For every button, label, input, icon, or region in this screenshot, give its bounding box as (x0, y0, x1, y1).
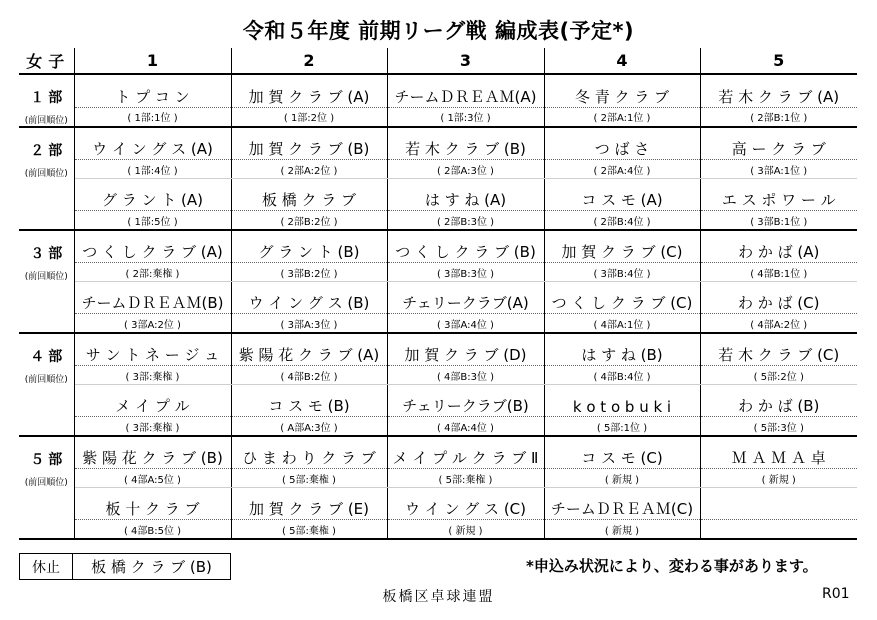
header-column-1: 1 (74, 48, 231, 74)
team-row (19, 179, 857, 211)
previous-rank-cell: ( 3部A:3位 ) (231, 314, 387, 334)
team-name-cell: メ イ プ ル ク ラ ブ Ⅱ (387, 436, 544, 469)
previous-rank-cell: ( 1部:2位 ) (231, 107, 387, 127)
previous-rank-cell: ( 5部:1位 ) (544, 417, 700, 437)
previous-rank-cell: ( 4部B:2位 ) (231, 366, 387, 385)
team-name-cell: グ ラ ン ト (A) (74, 179, 231, 211)
team-name-cell: チームＤＲＥＡＭ(A) (387, 74, 544, 107)
team-name-cell: チームＤＲＥＡＭ(C) (544, 488, 700, 520)
division-name: ５部 (30, 452, 67, 468)
previous-rank-row (19, 469, 857, 488)
previous-rank-cell: ( 5部:棄権 ) (231, 469, 387, 488)
division-subtitle: (前回順位) (24, 272, 68, 282)
team-name-cell: 紫 陽 花 ク ラ ブ (A) (231, 333, 387, 366)
team-row (19, 436, 857, 469)
division-subtitle: (前回順位) (24, 116, 68, 126)
team-name-cell: 高 ー ク ラ ブ (700, 127, 857, 160)
previous-rank-row (19, 520, 857, 540)
team-row (19, 333, 857, 366)
previous-rank-cell: ( 新規 ) (700, 469, 857, 488)
header-corner: 女子 (19, 48, 74, 74)
note-text: *申込み状況により、変わる事があります。 (526, 557, 818, 575)
team-name-cell: 板 十 ク ラ ブ (74, 488, 231, 520)
previous-rank-cell: ( 3部B:1位 ) (700, 211, 857, 231)
previous-rank-cell: ( 4部B:4位 ) (544, 366, 700, 385)
header-column-4: 4 (544, 48, 700, 74)
previous-rank-cell: ( A部A:3位 ) (231, 417, 387, 437)
team-row (19, 74, 857, 107)
previous-rank-cell: ( 2部B:1位 ) (700, 107, 857, 127)
previous-rank-cell (700, 520, 857, 540)
team-name-cell: グ ラ ン ト (B) (231, 230, 387, 263)
rest-box (19, 553, 231, 580)
division-subtitle: (前回順位) (24, 169, 68, 179)
previous-rank-row (19, 417, 857, 437)
team-name-cell: ウ イ ン グ ス (A) (74, 127, 231, 160)
header-column-3: 3 (387, 48, 544, 74)
division-label (19, 230, 74, 333)
team-name-cell: わ か ば (A) (700, 230, 857, 263)
team-name-cell: 加 賀 ク ラ ブ (A) (231, 74, 387, 107)
previous-rank-cell: ( 5部:棄権 ) (231, 520, 387, 540)
team-name-cell: 加 賀 ク ラ ブ (C) (544, 230, 700, 263)
league-table (19, 48, 857, 540)
previous-rank-cell: ( 3部B:3位 ) (387, 263, 544, 282)
previous-rank-cell: ( 新規 ) (544, 469, 700, 488)
previous-rank-cell: ( 新規 ) (387, 520, 544, 540)
team-name-cell: チェリークラブ(B) (387, 385, 544, 417)
team-name-cell: コ ス モ (C) (544, 436, 700, 469)
team-name-cell: コ ス モ (A) (544, 179, 700, 211)
document-code: R01 (822, 586, 850, 602)
previous-rank-cell: ( 2部:棄権 ) (74, 263, 231, 282)
team-row (19, 488, 857, 520)
team-name-cell: コ ス モ (B) (231, 385, 387, 417)
team-name-cell: 若 木 ク ラ ブ (C) (700, 333, 857, 366)
league-body (19, 74, 857, 539)
previous-rank-cell: ( 2部B:3位 ) (387, 211, 544, 231)
team-name-cell (700, 488, 857, 520)
team-name-cell: 加 賀 ク ラ ブ (E) (231, 488, 387, 520)
previous-rank-cell: ( 5部:棄権 ) (387, 469, 544, 488)
team-name-cell: わ か ば (C) (700, 282, 857, 314)
previous-rank-cell: ( 4部A:1位 ) (544, 314, 700, 334)
previous-rank-cell: ( 5部:2位 ) (700, 366, 857, 385)
previous-rank-cell: ( 4部A:2位 ) (700, 314, 857, 334)
previous-rank-cell: ( 4部A:5位 ) (74, 469, 231, 488)
team-name-cell: ト プ コ ン (74, 74, 231, 107)
division-label (19, 127, 74, 230)
previous-rank-cell: ( 1部:5位 ) (74, 211, 231, 231)
previous-rank-row (19, 211, 857, 231)
division-label (19, 74, 74, 127)
team-name-cell: は す ね (A) (387, 179, 544, 211)
rest-team: 板 橋 ク ラ ブ (B) (91, 558, 212, 576)
previous-rank-row (19, 107, 857, 127)
previous-rank-cell: ( 4部B:5位 ) (74, 520, 231, 540)
previous-rank-cell: ( 3部:棄権 ) (74, 417, 231, 437)
team-name-cell: エ ス ポ ワ ー ル (700, 179, 857, 211)
previous-rank-cell: ( 新規 ) (544, 520, 700, 540)
footer-organization: 板橋区卓球連盟 (382, 589, 495, 605)
previous-rank-cell: ( 2部B:2位 ) (231, 211, 387, 231)
team-name-cell: 若 木 ク ラ ブ (A) (700, 74, 857, 107)
header-row (19, 48, 857, 74)
division-name: ３部 (30, 246, 67, 262)
team-name-cell: つ く し ク ラ ブ (B) (387, 230, 544, 263)
previous-rank-cell: ( 2部B:4位 ) (544, 211, 700, 231)
team-name-cell: ウ イ ン グ ス (B) (231, 282, 387, 314)
team-row (19, 230, 857, 263)
previous-rank-cell: ( 4部A:4位 ) (387, 417, 544, 437)
previous-rank-cell: ( 1部:3位 ) (387, 107, 544, 127)
page-title: 令和５年度 前期リーグ戦 編成表(予定*) (242, 19, 635, 43)
division-subtitle: (前回順位) (24, 375, 68, 385)
previous-rank-cell: ( 3部A:1位 ) (700, 160, 857, 179)
division-name: ４部 (30, 349, 67, 365)
team-name-cell: チェリークラブ(A) (387, 282, 544, 314)
team-name-cell: ひ ま わ り ク ラ ブ (231, 436, 387, 469)
rest-label: 休止 (20, 554, 73, 579)
previous-rank-row (19, 314, 857, 334)
previous-rank-cell: ( 4部B:3位 ) (387, 366, 544, 385)
team-name-cell: 冬 青 ク ラ ブ (544, 74, 700, 107)
previous-rank-cell: ( 3部B:2位 ) (231, 263, 387, 282)
division-label (19, 333, 74, 436)
team-name-cell: 加 賀 ク ラ ブ (D) (387, 333, 544, 366)
team-row (19, 282, 857, 314)
previous-rank-cell: ( 3部:棄権 ) (74, 366, 231, 385)
previous-rank-cell: ( 2部A:3位 ) (387, 160, 544, 179)
previous-rank-cell: ( 3部A:2位 ) (74, 314, 231, 334)
previous-rank-row (19, 160, 857, 179)
previous-rank-cell: ( 1部:1位 ) (74, 107, 231, 127)
previous-rank-cell: ( 4部B:1位 ) (700, 263, 857, 282)
previous-rank-cell: ( 3部A:4位 ) (387, 314, 544, 334)
team-name-cell: 紫 陽 花 ク ラ ブ (B) (74, 436, 231, 469)
previous-rank-row (19, 366, 857, 385)
team-name-cell: 加 賀 ク ラ ブ (B) (231, 127, 387, 160)
team-name-cell: 若 木 ク ラ ブ (B) (387, 127, 544, 160)
team-name-cell: わ か ば (B) (700, 385, 857, 417)
team-name-cell: k o t o b u k i (544, 385, 700, 417)
previous-rank-row (19, 263, 857, 282)
team-name-cell: つ く し ク ラ ブ (C) (544, 282, 700, 314)
team-name-cell: Ｍ Ａ Ｍ Ａ 卓 (700, 436, 857, 469)
division-name: ２部 (30, 143, 67, 159)
team-name-cell: ウ イ ン グ ス (C) (387, 488, 544, 520)
team-name-cell: つ ば さ (544, 127, 700, 160)
previous-rank-cell: ( 2部A:4位 ) (544, 160, 700, 179)
division-subtitle: (前回順位) (24, 478, 68, 488)
team-name-cell: つ く し ク ラ ブ (A) (74, 230, 231, 263)
team-name-cell: 板 橋 ク ラ ブ (231, 179, 387, 211)
previous-rank-cell: ( 2部A:2位 ) (231, 160, 387, 179)
previous-rank-cell: ( 1部:4位 ) (74, 160, 231, 179)
division-label (19, 436, 74, 539)
team-row (19, 127, 857, 160)
header-column-2: 2 (231, 48, 387, 74)
previous-rank-cell: ( 5部:3位 ) (700, 417, 857, 437)
previous-rank-cell: ( 3部B:4位 ) (544, 263, 700, 282)
header-column-5: 5 (700, 48, 857, 74)
division-name: １部 (30, 90, 67, 106)
team-name-cell: メ イ プ ル (74, 385, 231, 417)
team-name-cell: サ ン ト ネ ー ジ ュ (74, 333, 231, 366)
team-row (19, 385, 857, 417)
team-name-cell: は す ね (B) (544, 333, 700, 366)
previous-rank-cell: ( 2部A:1位 ) (544, 107, 700, 127)
team-name-cell: チームＤＲＥＡＭ(B) (74, 282, 231, 314)
